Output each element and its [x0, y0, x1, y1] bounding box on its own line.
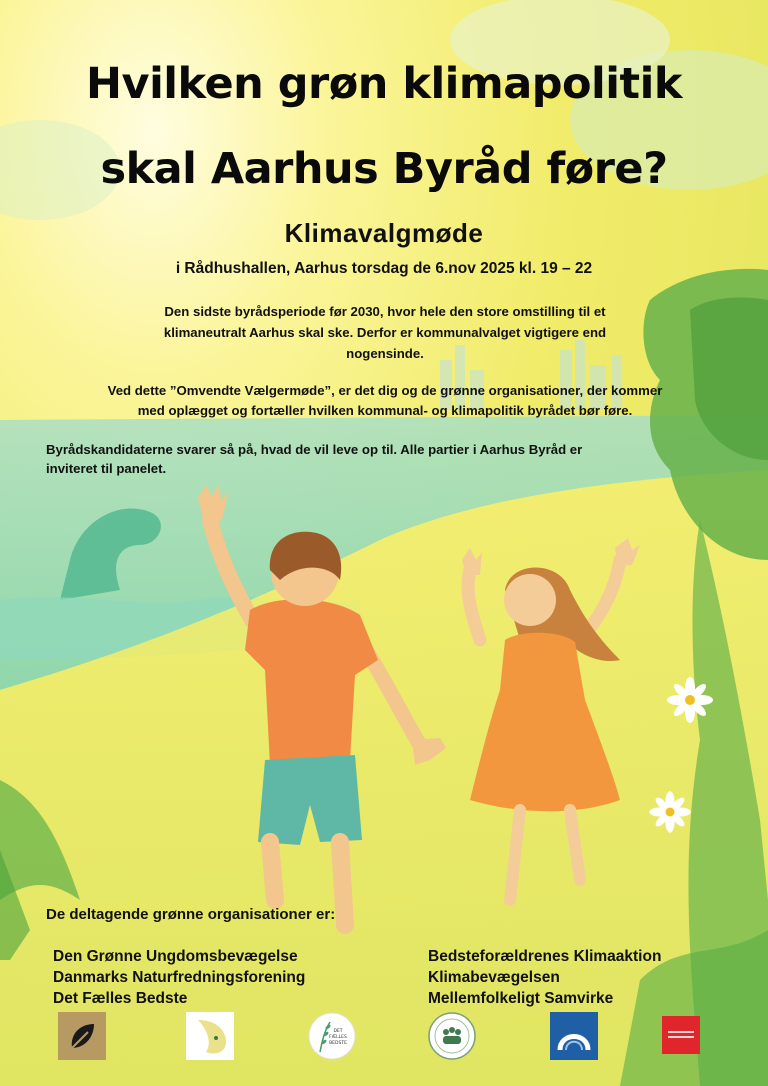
panel-paragraph — [46, 440, 706, 478]
organization-item: Klimabevægelsen — [428, 969, 560, 986]
organization-item: Den Grønne Ungdomsbevægelse — [53, 948, 298, 965]
event-venue-date: i Rådhushallen, Aarhus torsdag de 6.nov 2025 kl. 19 – 22 — [175, 260, 593, 277]
panel-line-2: inviteret til panelet. — [46, 461, 167, 476]
format-line-1: Ved dette ”Omvendte Vælgermøde”, er det dig og de grønne organisationer, der kommer — [107, 383, 663, 398]
organizations-right-column — [428, 946, 661, 1009]
dn-logo — [186, 1012, 234, 1060]
bedsteforaeldrenes-klimaaktion-logo — [428, 1012, 476, 1060]
dgu-leaf-logo — [58, 1012, 106, 1060]
organizations-left-column — [53, 946, 305, 1009]
organizations-heading: De deltagende grønne organisationer er: — [46, 906, 336, 923]
format-line-2: med oplægget og fortæller hvilken kommunal- og klimapolitik byrådet bør føre. — [137, 403, 633, 418]
intro-paragraph — [60, 301, 710, 364]
organization-item: Bedsteforældrenes Klimaaktion — [428, 948, 662, 965]
intro-line-2: klimaneutralt Aarhus skal ske. Derfor er kommunalvalget vigtigere end — [163, 325, 607, 340]
title-line-1: Hvilken grøn klimapolitik — [86, 59, 682, 109]
format-paragraph — [40, 381, 730, 421]
organization-item: Mellemfolkeligt Samvirke — [428, 990, 614, 1007]
panel-line-1: Byrådskandidaterne svarer så på, hvad de vil leve op til. Alle partier i Aarhus Byråd er — [46, 442, 583, 457]
organization-item: Det Fælles Bedste — [53, 990, 188, 1007]
intro-line-1: Den sidste byrådsperiode før 2030, hvor hele den store omstilling til et — [164, 304, 606, 319]
det-faelles-bedste-logo — [308, 1012, 356, 1060]
event-subtitle: Klimavalgmøde — [284, 218, 484, 248]
logo-fb-line-3: BEDSTE — [329, 1041, 347, 1046]
logo-fb-line-1: DET — [333, 1029, 343, 1034]
title-line-2: skal Aarhus Byråd føre? — [100, 144, 668, 194]
intro-line-3: nogensinde. — [346, 346, 424, 361]
logo-fb-line-2: FÆLLES — [329, 1035, 347, 1040]
klimabevaegelsen-logo — [550, 1012, 598, 1060]
mellemfolkeligt-samvirke-logo — [662, 1016, 700, 1054]
organization-item: Danmarks Naturfredningsforening — [53, 969, 306, 986]
